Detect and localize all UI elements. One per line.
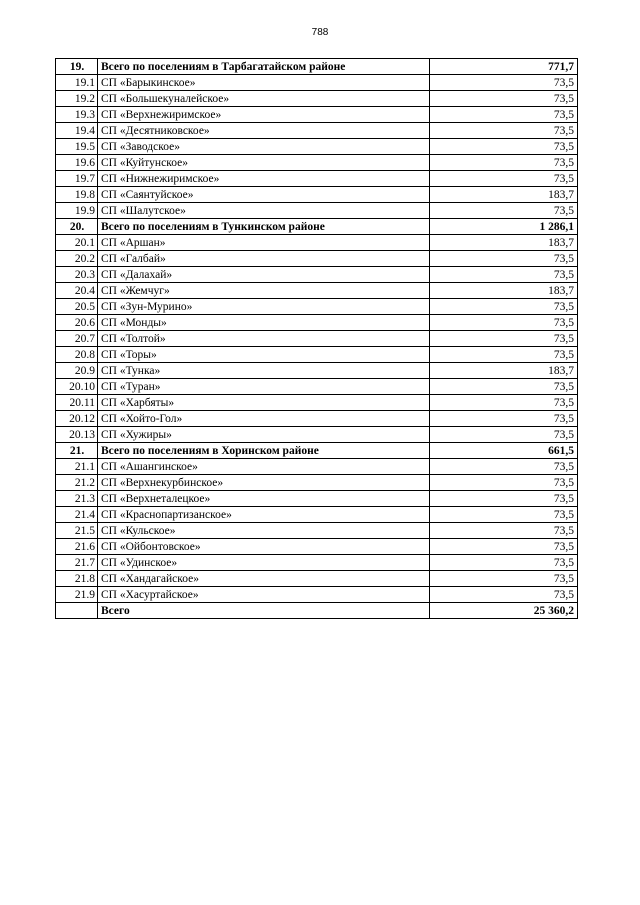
- settlement-name: СП «Шалутское»: [98, 203, 430, 219]
- amount-value: 183,7: [430, 187, 578, 203]
- table-row: [56, 587, 578, 603]
- table-row: [56, 235, 578, 251]
- table-row: [56, 123, 578, 139]
- row-number: 21.7: [56, 555, 98, 571]
- settlement-name: СП «Верхнеталецкое»: [98, 491, 430, 507]
- row-number: 20.12: [56, 411, 98, 427]
- settlement-name: СП «Хойто-Гол»: [98, 411, 430, 427]
- table-row: [56, 155, 578, 171]
- allocation-table: [55, 58, 578, 619]
- amount-value: 73,5: [430, 523, 578, 539]
- row-number: 19.5: [56, 139, 98, 155]
- row-number: 19.9: [56, 203, 98, 219]
- row-number: 20.10: [56, 379, 98, 395]
- row-number: 20.9: [56, 363, 98, 379]
- row-number: 20.3: [56, 267, 98, 283]
- settlement-name: СП «Жемчуг»: [98, 283, 430, 299]
- row-number: 21.4: [56, 507, 98, 523]
- row-number: 21.8: [56, 571, 98, 587]
- row-number: 19.1: [56, 75, 98, 91]
- table-row: [56, 139, 578, 155]
- amount-value: 73,5: [430, 459, 578, 475]
- settlement-name: СП «Далахай»: [98, 267, 430, 283]
- row-number: 20.: [56, 219, 98, 235]
- table-row: [56, 283, 578, 299]
- row-number: 20.2: [56, 251, 98, 267]
- amount-value: 73,5: [430, 395, 578, 411]
- settlement-name: СП «Нижнежиримское»: [98, 171, 430, 187]
- row-number: 21.2: [56, 475, 98, 491]
- amount-value: 73,5: [430, 267, 578, 283]
- row-number: 19.6: [56, 155, 98, 171]
- table-row: [56, 171, 578, 187]
- table-row: [56, 315, 578, 331]
- settlement-name: Всего по поселениям в Хоринском районе: [98, 443, 430, 459]
- amount-value: 73,5: [430, 139, 578, 155]
- amount-value: 73,5: [430, 315, 578, 331]
- amount-value: 73,5: [430, 107, 578, 123]
- table-row: [56, 347, 578, 363]
- table-row: [56, 75, 578, 91]
- amount-value: 73,5: [430, 491, 578, 507]
- row-number: 20.4: [56, 283, 98, 299]
- table-row: [56, 571, 578, 587]
- settlement-name: СП «Хандагайское»: [98, 571, 430, 587]
- amount-value: 73,5: [430, 203, 578, 219]
- amount-value: 73,5: [430, 411, 578, 427]
- table-row: [56, 459, 578, 475]
- settlement-name: СП «Ашангинское»: [98, 459, 430, 475]
- settlement-name: СП «Ойбонтовское»: [98, 539, 430, 555]
- amount-value: 73,5: [430, 123, 578, 139]
- settlement-name: СП «Краснопартизанское»: [98, 507, 430, 523]
- table-row: [56, 331, 578, 347]
- row-number: 21.3: [56, 491, 98, 507]
- row-number: 20.7: [56, 331, 98, 347]
- row-number: 20.5: [56, 299, 98, 315]
- row-number: 21.1: [56, 459, 98, 475]
- settlement-name: СП «Кульское»: [98, 523, 430, 539]
- amount-value: 73,5: [430, 91, 578, 107]
- amount-value: 183,7: [430, 235, 578, 251]
- amount-value: 73,5: [430, 507, 578, 523]
- amount-value: 25 360,2: [430, 603, 578, 619]
- row-number: 21.: [56, 443, 98, 459]
- settlement-name: Всего по поселениям в Тункинском районе: [98, 219, 430, 235]
- table-total-row: [56, 443, 578, 459]
- row-number: 20.8: [56, 347, 98, 363]
- table-row: [56, 555, 578, 571]
- table-row: [56, 411, 578, 427]
- table-row: [56, 523, 578, 539]
- amount-value: 73,5: [430, 555, 578, 571]
- page-number: 788: [311, 27, 329, 38]
- amount-value: 1 286,1: [430, 219, 578, 235]
- amount-value: 183,7: [430, 363, 578, 379]
- table-row: [56, 379, 578, 395]
- amount-value: 73,5: [430, 475, 578, 491]
- amount-value: 73,5: [430, 571, 578, 587]
- table-row: [56, 267, 578, 283]
- settlement-name: СП «Барыкинское»: [98, 75, 430, 91]
- settlement-name: СП «Туран»: [98, 379, 430, 395]
- table-total-row: [56, 603, 578, 619]
- table-row: [56, 427, 578, 443]
- amount-value: 73,5: [430, 299, 578, 315]
- settlement-name: СП «Верхнежиримское»: [98, 107, 430, 123]
- row-number: 21.9: [56, 587, 98, 603]
- settlement-name: Всего: [98, 603, 430, 619]
- settlement-name: СП «Галбай»: [98, 251, 430, 267]
- table-body: [56, 59, 578, 619]
- table-row: [56, 395, 578, 411]
- row-number: 21.6: [56, 539, 98, 555]
- table-total-row: [56, 59, 578, 75]
- settlement-name: СП «Харбяты»: [98, 395, 430, 411]
- settlement-name: Всего по поселениям в Тарбагатайском районе: [98, 59, 430, 75]
- settlement-name: СП «Толтой»: [98, 331, 430, 347]
- table-row: [56, 491, 578, 507]
- table-row: [56, 507, 578, 523]
- row-number: 19.2: [56, 91, 98, 107]
- amount-value: 73,5: [430, 171, 578, 187]
- amount-value: 661,5: [430, 443, 578, 459]
- settlement-name: СП «Зун-Мурино»: [98, 299, 430, 315]
- table-total-row: [56, 219, 578, 235]
- amount-value: 73,5: [430, 75, 578, 91]
- settlement-name: СП «Хужиры»: [98, 427, 430, 443]
- amount-value: 73,5: [430, 347, 578, 363]
- settlement-name: СП «Заводское»: [98, 139, 430, 155]
- table-row: [56, 539, 578, 555]
- amount-value: 73,5: [430, 331, 578, 347]
- amount-value: 73,5: [430, 251, 578, 267]
- amount-value: 73,5: [430, 427, 578, 443]
- table-row: [56, 203, 578, 219]
- amount-value: 73,5: [430, 539, 578, 555]
- amount-value: 73,5: [430, 379, 578, 395]
- settlement-name: СП «Десятниковское»: [98, 123, 430, 139]
- row-number: 20.11: [56, 395, 98, 411]
- row-number: 19.8: [56, 187, 98, 203]
- table-row: [56, 251, 578, 267]
- settlement-name: СП «Тунка»: [98, 363, 430, 379]
- row-number: 20.13: [56, 427, 98, 443]
- table-row: [56, 187, 578, 203]
- settlement-name: СП «Аршан»: [98, 235, 430, 251]
- amount-value: 73,5: [430, 155, 578, 171]
- table-row: [56, 91, 578, 107]
- settlement-name: СП «Торы»: [98, 347, 430, 363]
- amount-value: 183,7: [430, 283, 578, 299]
- row-number: 19.: [56, 59, 98, 75]
- row-number: 21.5: [56, 523, 98, 539]
- row-number: 20.6: [56, 315, 98, 331]
- settlement-name: СП «Удинское»: [98, 555, 430, 571]
- settlement-name: СП «Монды»: [98, 315, 430, 331]
- table-row: [56, 107, 578, 123]
- table-row: [56, 363, 578, 379]
- table-row: [56, 299, 578, 315]
- row-number: 19.4: [56, 123, 98, 139]
- settlement-name: СП «Хасуртайское»: [98, 587, 430, 603]
- settlement-name: СП «Большекуналейское»: [98, 91, 430, 107]
- row-number: 20.1: [56, 235, 98, 251]
- amount-value: 771,7: [430, 59, 578, 75]
- row-number: 19.3: [56, 107, 98, 123]
- settlement-name: СП «Саянтуйское»: [98, 187, 430, 203]
- table-row: [56, 475, 578, 491]
- amount-value: 73,5: [430, 587, 578, 603]
- row-number: 19.7: [56, 171, 98, 187]
- settlement-name: СП «Куйтунское»: [98, 155, 430, 171]
- settlement-name: СП «Верхнекурбинское»: [98, 475, 430, 491]
- row-number: [56, 603, 98, 619]
